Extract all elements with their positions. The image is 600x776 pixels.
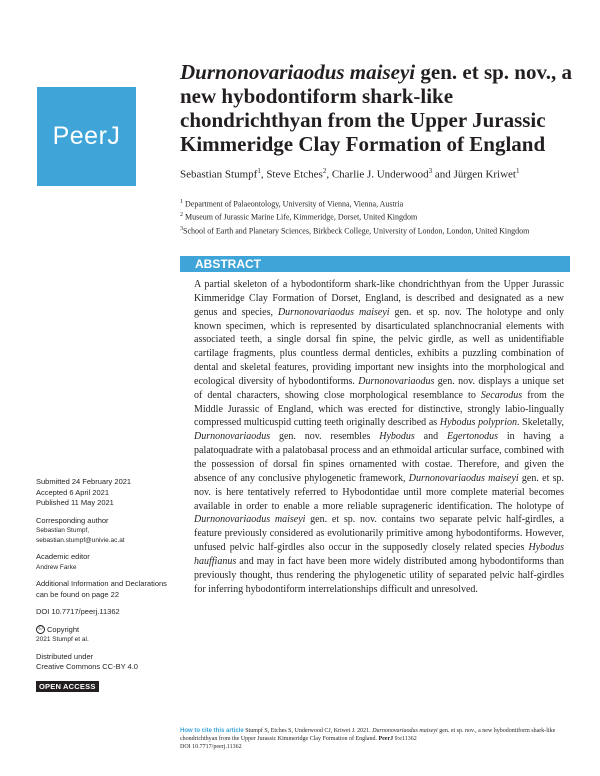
title-rest: gen. et sp. nov., a new hybodontiform shark-like chondrichthyan from the Upper Jurassic Kimmeridge Clay Formation of England (180, 60, 573, 156)
abstract-text-run: and (414, 431, 447, 443)
affiliation (180, 197, 560, 210)
corresponding-author-name: Sebastian Stumpf, (36, 527, 90, 534)
affiliations (180, 197, 560, 237)
corresponding-author-label: Corresponding author (36, 515, 109, 525)
abstract-text-run: gen. nov. displays a unique set of dental characters, showing close morphological resemblance to (194, 375, 564, 401)
abstract-text-run: and may in fact have been more widely distributed among hybodontiforms than previously thought, thus rendering the phylogenetic utility of separated pelvic half-girdles for inferring hybodontiform interrelationships difficult and unresolved. (194, 555, 564, 595)
abstract-taxon-name: Durnonovariaodus maiseyi (408, 472, 519, 484)
logo-text: PeerJ (52, 122, 121, 150)
citation-doi[interactable]: DOI 10.7717/peerj.11362 (180, 744, 242, 750)
abstract-heading-bar (180, 256, 570, 272)
abstract-text-run: A partial skeleton of a hybodontiform shark-like chondrichthyan from the Upper Jurassic Kimmeridge Clay Formation of Dorset, England, is described and designated as a new genus and species, (194, 279, 564, 318)
citation-footer (180, 727, 580, 751)
affiliation-text: Museum of Jurassic Marine Life, Kimmeridge, Dorset, United Kingdom (185, 213, 418, 223)
citation-authors: Stumpf S, Etches S, Underwood CJ, Kriwet J. 2021. (243, 728, 373, 734)
open-access-badge: OPEN ACCESS (36, 681, 99, 692)
abstract-heading: ABSTRACT (195, 257, 261, 271)
abstract-text-run: gen. et sp. nov. contains two separate pelvic half-girdles, a feature previously considered as evolutionarily primitive among hybodontiforms. However, unfused pelvic half-girdles also occur in the supposedly closely related species (194, 514, 564, 554)
author-affil-number: 1 (516, 167, 520, 175)
author-list (180, 164, 560, 183)
abstract-taxon-name: Hybodus hauffianus (194, 542, 564, 567)
license-label: Distributed under (36, 651, 94, 661)
author-name: Sebastian Stumpf (180, 168, 258, 181)
abstract-taxon-name: Egertonodus (446, 431, 499, 443)
affiliation (180, 210, 560, 223)
abstract-taxon-name: Durnonovariaodus maiseyi (277, 306, 390, 318)
abstract-taxon-name: Durnonovariaodus (358, 375, 435, 387)
author-name: Steve Etches (266, 168, 323, 181)
accepted-label: Accepted (36, 487, 68, 497)
academic-editor-name: Andrew Farke (36, 563, 77, 571)
abstract-taxon-name: Durnonovariaodus maiseyi (194, 514, 306, 526)
author-affil-number: 1 (257, 167, 261, 175)
doi-link[interactable]: 10.7717/peerj.11362 (51, 607, 120, 616)
published-label: Published (36, 498, 69, 507)
abstract-text-run: . Skeletally, (516, 417, 564, 429)
copyright-icon: © (36, 625, 45, 634)
additional-information-link[interactable]: Additional Information and Declarations can be found on page 22 (36, 579, 167, 599)
abstract-text-run: gen. nov. resembles (270, 431, 380, 443)
citation-journal: PeerJ (378, 736, 394, 742)
copyright-label: Copyright (47, 624, 80, 634)
published-date: 11 May 2021 (71, 498, 114, 507)
author-separator: , (260, 168, 267, 181)
abstract-text (194, 278, 564, 596)
abstract-text-run: in having a palatoquadrate with a palatobasal process and an ethmoidal articular surface, combined with the possession of dorsal fin spines ornamented with costae. Therefore, and given the absence of any conclusive phylogenetic framework, (194, 431, 564, 484)
abstract-taxon-name: Durnonovariaodus (194, 431, 271, 443)
article-title (180, 60, 575, 156)
author-affil-number: 3 (428, 167, 433, 175)
affiliation-number: 3 (180, 225, 183, 232)
submitted-date: 24 February 2021 (71, 477, 132, 486)
author-separator: and (432, 168, 454, 181)
corresponding-author-email[interactable]: sebastian.stumpf@univie.ac.at (36, 536, 125, 544)
affiliation (180, 224, 560, 237)
abstract-text-run: gen. et sp. nov. The holotype and only known specimen, which is represented by disarticulated splanchnocranial elements with associated teeth, a single dorsal fin spine, the pelvic girdle, as well as unidentifiable cartilage fragments, plus countless dermal denticles, exhibits a puzzling combination of dental and skeletal features, providing important new insights into the morphological and ecological diversity of hybodontiforms. (194, 306, 564, 387)
abstract-taxon-name: Hybodus polyprion (439, 417, 517, 429)
article-metadata (36, 477, 176, 692)
abstract-taxon-name: Hybodus (379, 431, 415, 443)
author-separator: , (326, 168, 332, 181)
peerj-logo (37, 87, 136, 186)
copyright-holder: 2021 Stumpf et al. (36, 636, 89, 643)
submitted-label: Submitted (36, 477, 70, 486)
author-affil-number: 2 (322, 167, 327, 175)
doi-label: DOI (36, 607, 50, 616)
academic-editor-label: Academic editor (36, 552, 90, 561)
affiliation-number: 1 (180, 199, 183, 205)
license-link[interactable]: Creative Commons CC-BY 4.0 (36, 662, 138, 671)
abstract-taxon-name: Secarodus (480, 389, 523, 401)
accepted-date: 6 April 2021 (69, 487, 109, 497)
title-species: Durnonovariaodus maiseyi (180, 60, 416, 84)
citation-label: How to cite this article (180, 728, 244, 734)
citation-species: Durnonovariaodus maiseyi (372, 728, 438, 734)
affiliation-text: Department of Palaeontology, University of Vienna, Vienna, Austria (185, 199, 404, 209)
citation-title: gen. et sp. nov., a new hybodontiform shark-like chondrichthyan from the Upper Jurassic Kimmeridge Clay Formation of England. (180, 728, 556, 742)
author-name: Jürgen Kriwet (453, 168, 516, 181)
abstract-text-run: gen. et sp. nov. is here tentatively referred to Hybodontidae until more complete material becomes available in order to enable a more reliable suprageneric identification. The holotype of (194, 472, 564, 512)
affiliation-number: 2 (180, 212, 183, 219)
abstract-text-run: from the Middle Jurassic of England, which was erected for distinctive, strongly labio-lingually compressed multicuspid cutting teeth originally described as (194, 389, 565, 429)
affiliation-text: School of Earth and Planetary Sciences, Birkbeck College, University of London, London, United Kingdom (183, 226, 530, 236)
author-name: Charlie J. Underwood (331, 168, 429, 181)
citation-volume: 9:e11362 (393, 736, 417, 742)
